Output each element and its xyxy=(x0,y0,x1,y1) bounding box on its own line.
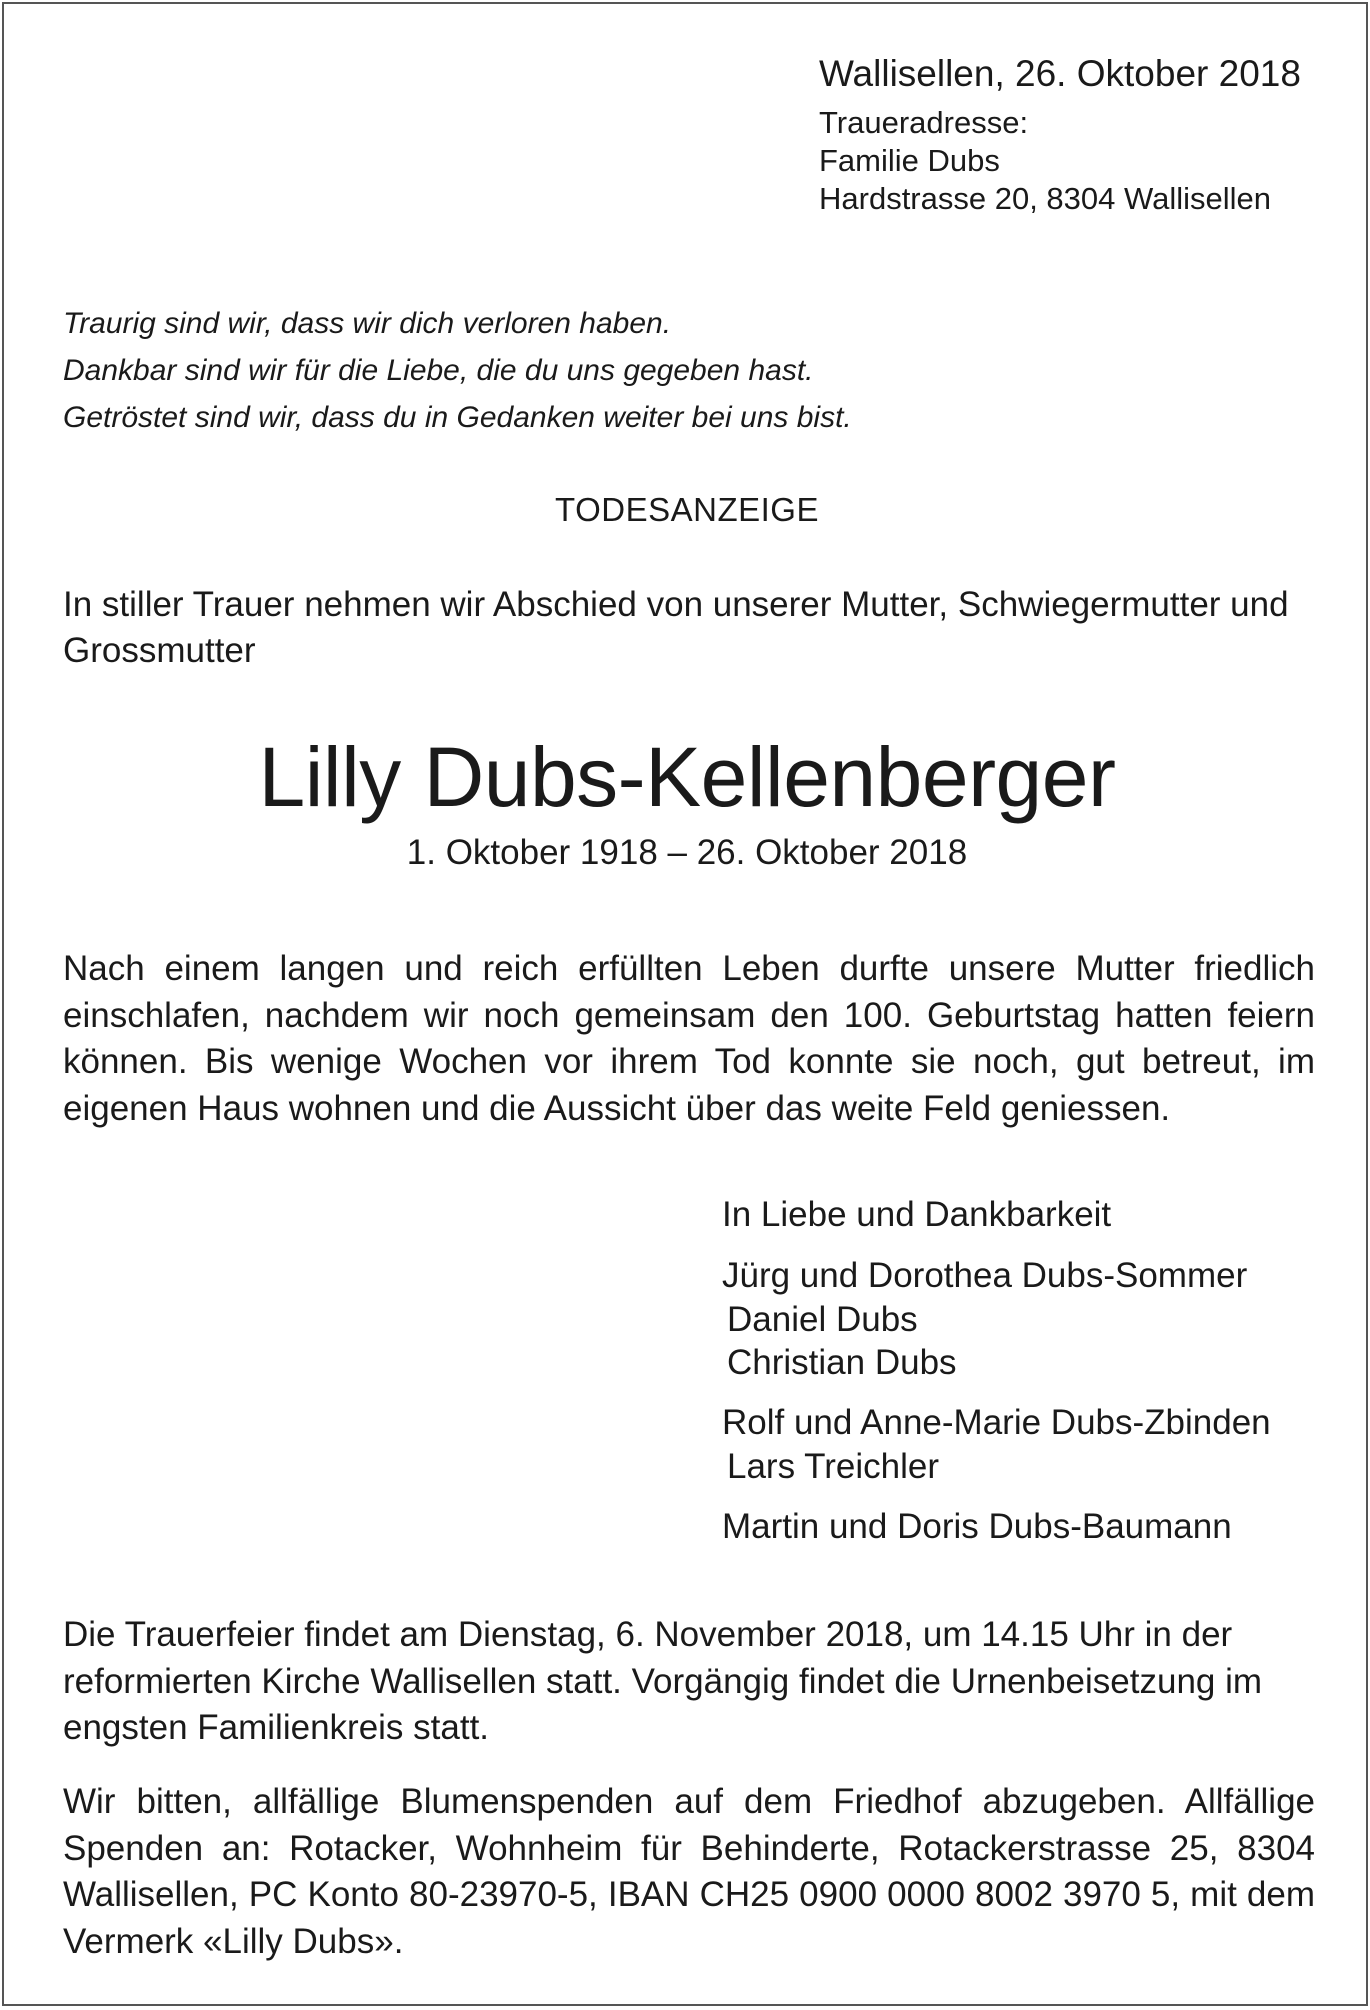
life-dates: 1. Oktober 1918 – 26. Oktober 2018 xyxy=(406,833,968,872)
verse-line: Traurig sind wir, dass wir dich verloren haben. xyxy=(63,307,672,340)
body-text: Nach einem langen und reich erfüllten Leben durfte unsere Mutter friedlich einschlafen, nachdem wir noch gemeinsam den 100. Geburtstag hatten feiern können. Bis wenige Wochen vor ihrem Tod konnte sie noch, gut betreut, im eigenen Haus wohnen und die Aussicht über das weite Feld geniessen. xyxy=(63,949,1315,1128)
family-name: Jürg und Dorothea Dubs-Sommer xyxy=(722,1256,1248,1295)
service-info: Die Trauerfeier findet am Dienstag, 6. November 2018, um 14.15 Uhr in der reformierten Kirche Wallisellen statt. Vorgängig findet die Urnenbeisetzung im engsten Familienkreis statt. xyxy=(63,1615,1263,1747)
mourning-address xyxy=(819,104,1339,218)
family-member: Daniel Dubs xyxy=(727,1300,918,1339)
address-street: Hardstrasse 20, 8304 Wallisellen xyxy=(819,181,1272,216)
obituary-notice xyxy=(2,2,1368,2006)
donations-info: Wir bitten, allfällige Blumenspenden auf dem Friedhof abzugeben. Allfällige Spenden an: Rotacker, Wohnheim für Behinderte, Rotackerstrasse 25, 8304 Wallisellen, PC Konto 80-23970-5, IBAN CH25 0900 0000 8002 3970 5, mit dem Vermerk «Lilly Dubs». xyxy=(63,1782,1315,1961)
notice-heading: TODESANZEIGE xyxy=(555,491,819,528)
deceased-name: Lilly Dubs-Kellenberger xyxy=(258,730,1116,824)
verse xyxy=(63,300,1263,441)
verse-line: Dankbar sind wir für die Liebe, die du uns gegeben hast. xyxy=(63,354,814,387)
family-member: Christian Dubs xyxy=(727,1343,957,1382)
family-member: Lars Treichler xyxy=(727,1447,940,1486)
closing-line: In Liebe und Dankbarkeit xyxy=(722,1195,1112,1234)
address-label: Traueradresse: xyxy=(819,105,1029,140)
signoff xyxy=(722,1192,1342,1549)
header-block xyxy=(819,50,1339,218)
place-date: Wallisellen, 26. Oktober 2018 xyxy=(819,53,1301,94)
address-name: Familie Dubs xyxy=(819,143,1000,178)
intro-text: In stiller Trauer nehmen wir Abschied von unserer Mutter, Schwiegermutter und Grossmutter xyxy=(63,585,1289,670)
verse-line: Getröstet sind wir, dass du in Gedanken weiter bei uns bist. xyxy=(63,401,852,434)
family-name: Rolf und Anne-Marie Dubs-Zbinden xyxy=(722,1403,1271,1442)
family-name: Martin und Doris Dubs-Baumann xyxy=(722,1507,1232,1546)
